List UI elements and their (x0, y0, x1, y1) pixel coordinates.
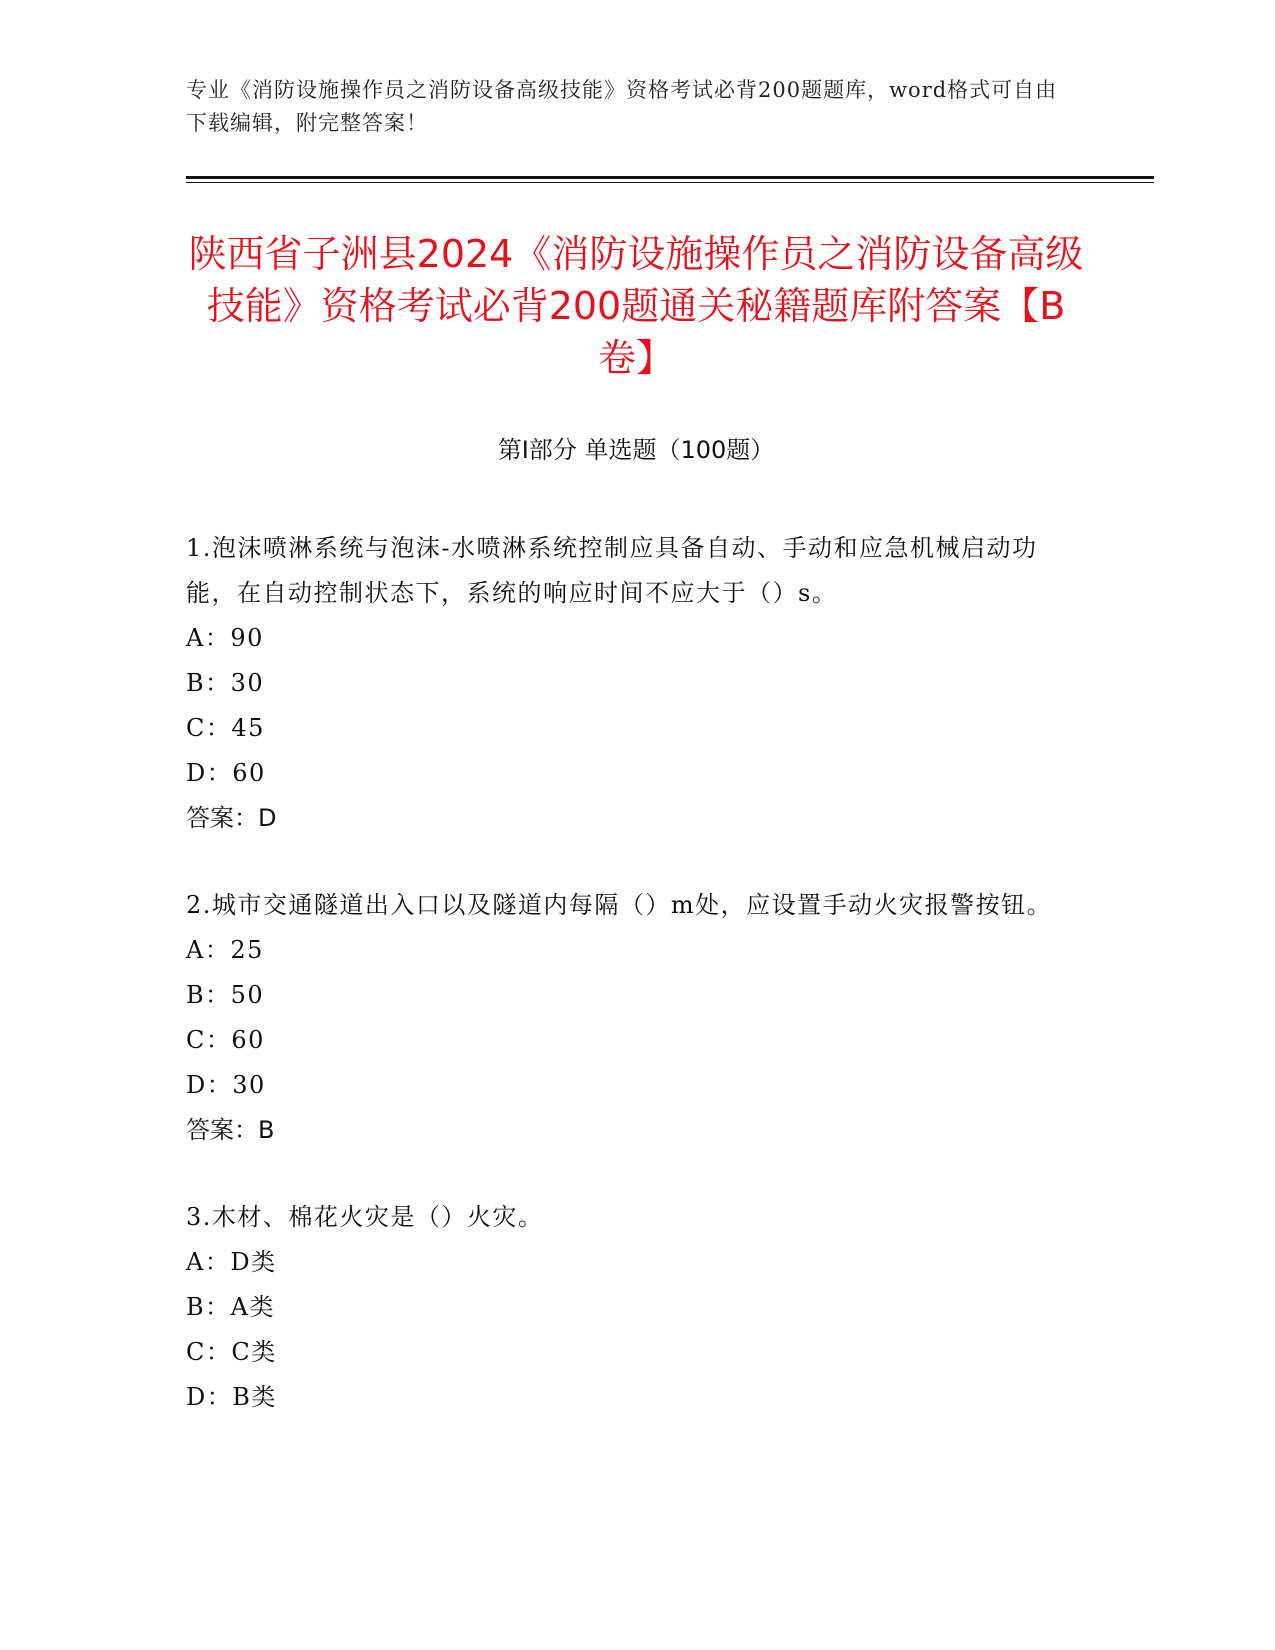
question-list (186, 526, 1086, 1462)
option-c: C：C类 (186, 1338, 277, 1366)
document-title: 陕西省子洲县2024《消防设施操作员之消防设备高级技能》资格考试必背200题通关秘籍题库附答案【B卷】 (188, 232, 1084, 380)
option-b: B：50 (186, 981, 265, 1009)
header-rule-thick (186, 176, 1154, 179)
section-title: 第Ⅰ部分 单选题（100题） (497, 436, 775, 464)
option-a: A：90 (186, 624, 264, 652)
question-1 (186, 526, 1086, 841)
option-b: B：30 (186, 669, 265, 697)
option-a: A：D类 (186, 1248, 277, 1276)
option-c: C：60 (186, 1026, 265, 1054)
question-answer: 答案：B (186, 1116, 275, 1144)
option-d: D：30 (186, 1071, 266, 1099)
header-rule-thin (186, 182, 1154, 183)
option-b: B：A类 (186, 1293, 275, 1321)
option-d: D：B类 (186, 1383, 277, 1411)
question-2 (186, 883, 1086, 1153)
option-a: A：25 (186, 936, 264, 964)
option-d: D：60 (186, 759, 266, 787)
question-stem: 1.泡沫喷淋系统与泡沫-水喷淋系统控制应具备自动、手动和应急机械启动功能，在自动控制状态下，系统的响应时间不应大于（）s。 (186, 534, 1038, 607)
question-answer: 答案：D (186, 804, 277, 832)
question-3 (186, 1195, 1086, 1420)
option-c: C：45 (186, 714, 265, 742)
header-note: 专业《消防设施操作员之消防设备高级技能》资格考试必背200题题库，word格式可自由下载编辑，附完整答案！ (186, 78, 1058, 135)
question-stem: 2.城市交通隧道出入口以及隧道内每隔（）m处，应设置手动火灾报警按钮。 (186, 891, 1053, 919)
question-stem: 3.木材、棉花火灾是（）火灾。 (186, 1203, 544, 1231)
